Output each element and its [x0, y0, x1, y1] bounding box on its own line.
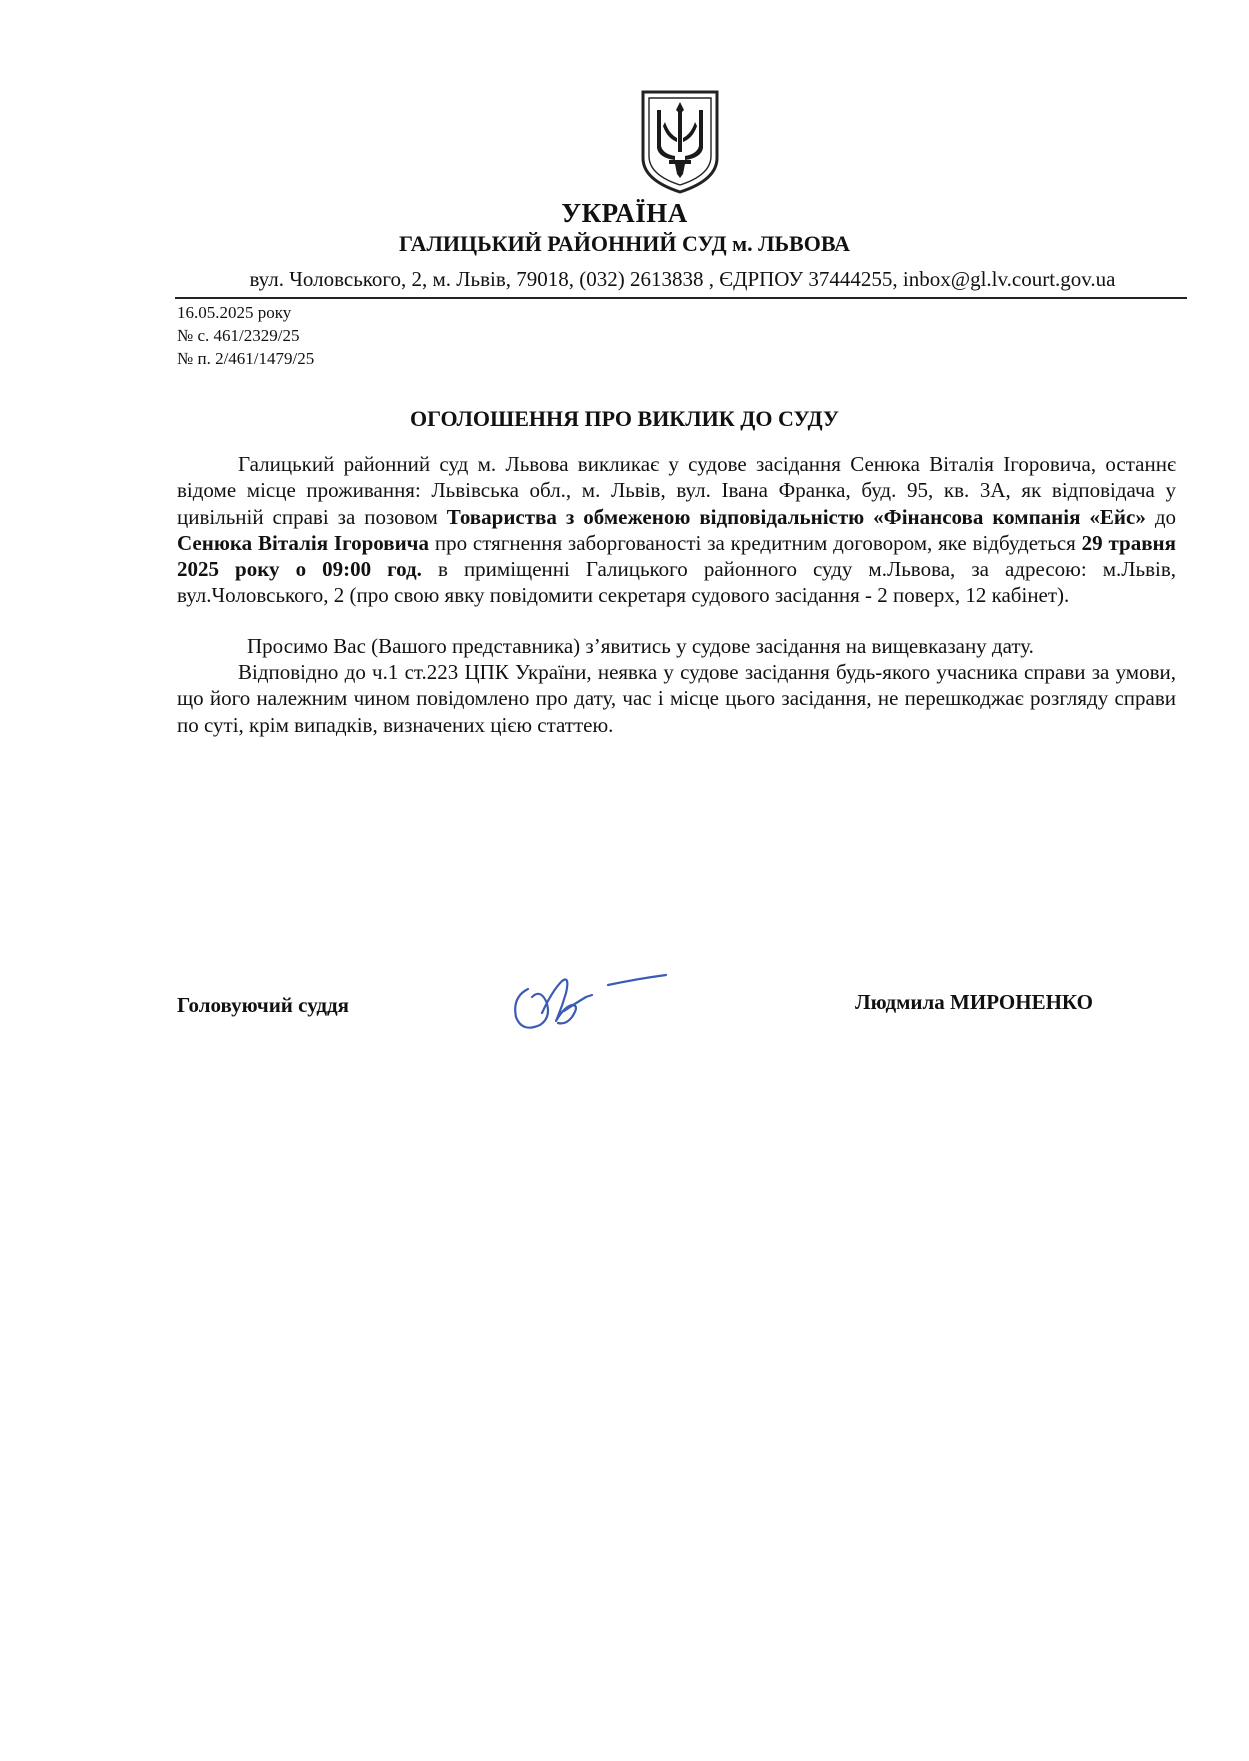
court-name: ГАЛИЦЬКИЙ РАЙОННИЙ СУД м. ЛЬВОВА — [398, 231, 851, 256]
hearing-datetime: 29 травня 2025 року о 09:00 год. — [177, 530, 1177, 582]
document-title: ОГОЛОШЕННЯ ПРО ВИКЛИК ДО СУДУ — [409, 406, 840, 431]
defendant-name: Сенюка Віталія Ігоровича — [177, 530, 430, 555]
coat-of-arms-trident-icon — [639, 88, 721, 196]
document-body — [177, 451, 1176, 738]
summons-text: про стягнення заборгованості за кредитним договором, яке відбудеться — [429, 530, 1082, 555]
summons-text: Галицький районний суд м. Львова викликає у судове засідання Сенюка Віталія Ігоровича, останнє відоме місце проживання: Львівська обл., м. Львів, вул. Івана Франка, буд. 95, кв. 3А, як відповідача у цивільній справі за позовом — [177, 452, 1176, 529]
country-title: УКРАЇНА — [561, 198, 688, 228]
document-date: 16.05.2025 року — [177, 303, 292, 322]
request-paragraph: Просимо Вас (Вашого представника) з’явитись у судове засідання на вищевказану дату. — [247, 633, 1034, 658]
summons-text: в приміщенні Галицького районного суду м.Львова, за адресою: м.Львів, вул.Чоловського, 2 (про свою явку повідомити секретаря судового засідання - 2 поверх, 12 кабінет). — [177, 557, 1176, 608]
header-divider — [175, 297, 1187, 299]
handwritten-signature — [506, 967, 676, 1039]
legal-notice-paragraph: Відповідно до ч.1 ст.223 ЦПК України, неявка у судове засідання будь-якого учасника справи за умови, що його належним чином повідомлено про дату, час і місце цього засідання, не перешкоджає розгляду справи по суті, крім випадків, визначених цією статтею. — [177, 660, 1176, 737]
summons-text: до — [1145, 504, 1177, 529]
summons-paragraph — [177, 451, 1176, 609]
document-meta — [177, 301, 314, 370]
judge-title: Головуючий суддя — [177, 993, 349, 1017]
proceeding-number: № п. 2/461/1479/25 — [177, 349, 315, 368]
judge-name: Людмила МИРОНЕНКО — [855, 990, 1093, 1014]
plaintiff-name: Товариства з обмеженою відповідальністю «Фінансова компанія «Ейс» — [446, 504, 1146, 529]
court-address-line: вул. Чоловського, 2, м. Львів, 79018, (032) 2613838 , ЄДРПОУ 37444255, inbox@gl.lv.court.gov.ua — [249, 267, 1116, 291]
case-number: № с. 461/2329/25 — [177, 326, 300, 345]
